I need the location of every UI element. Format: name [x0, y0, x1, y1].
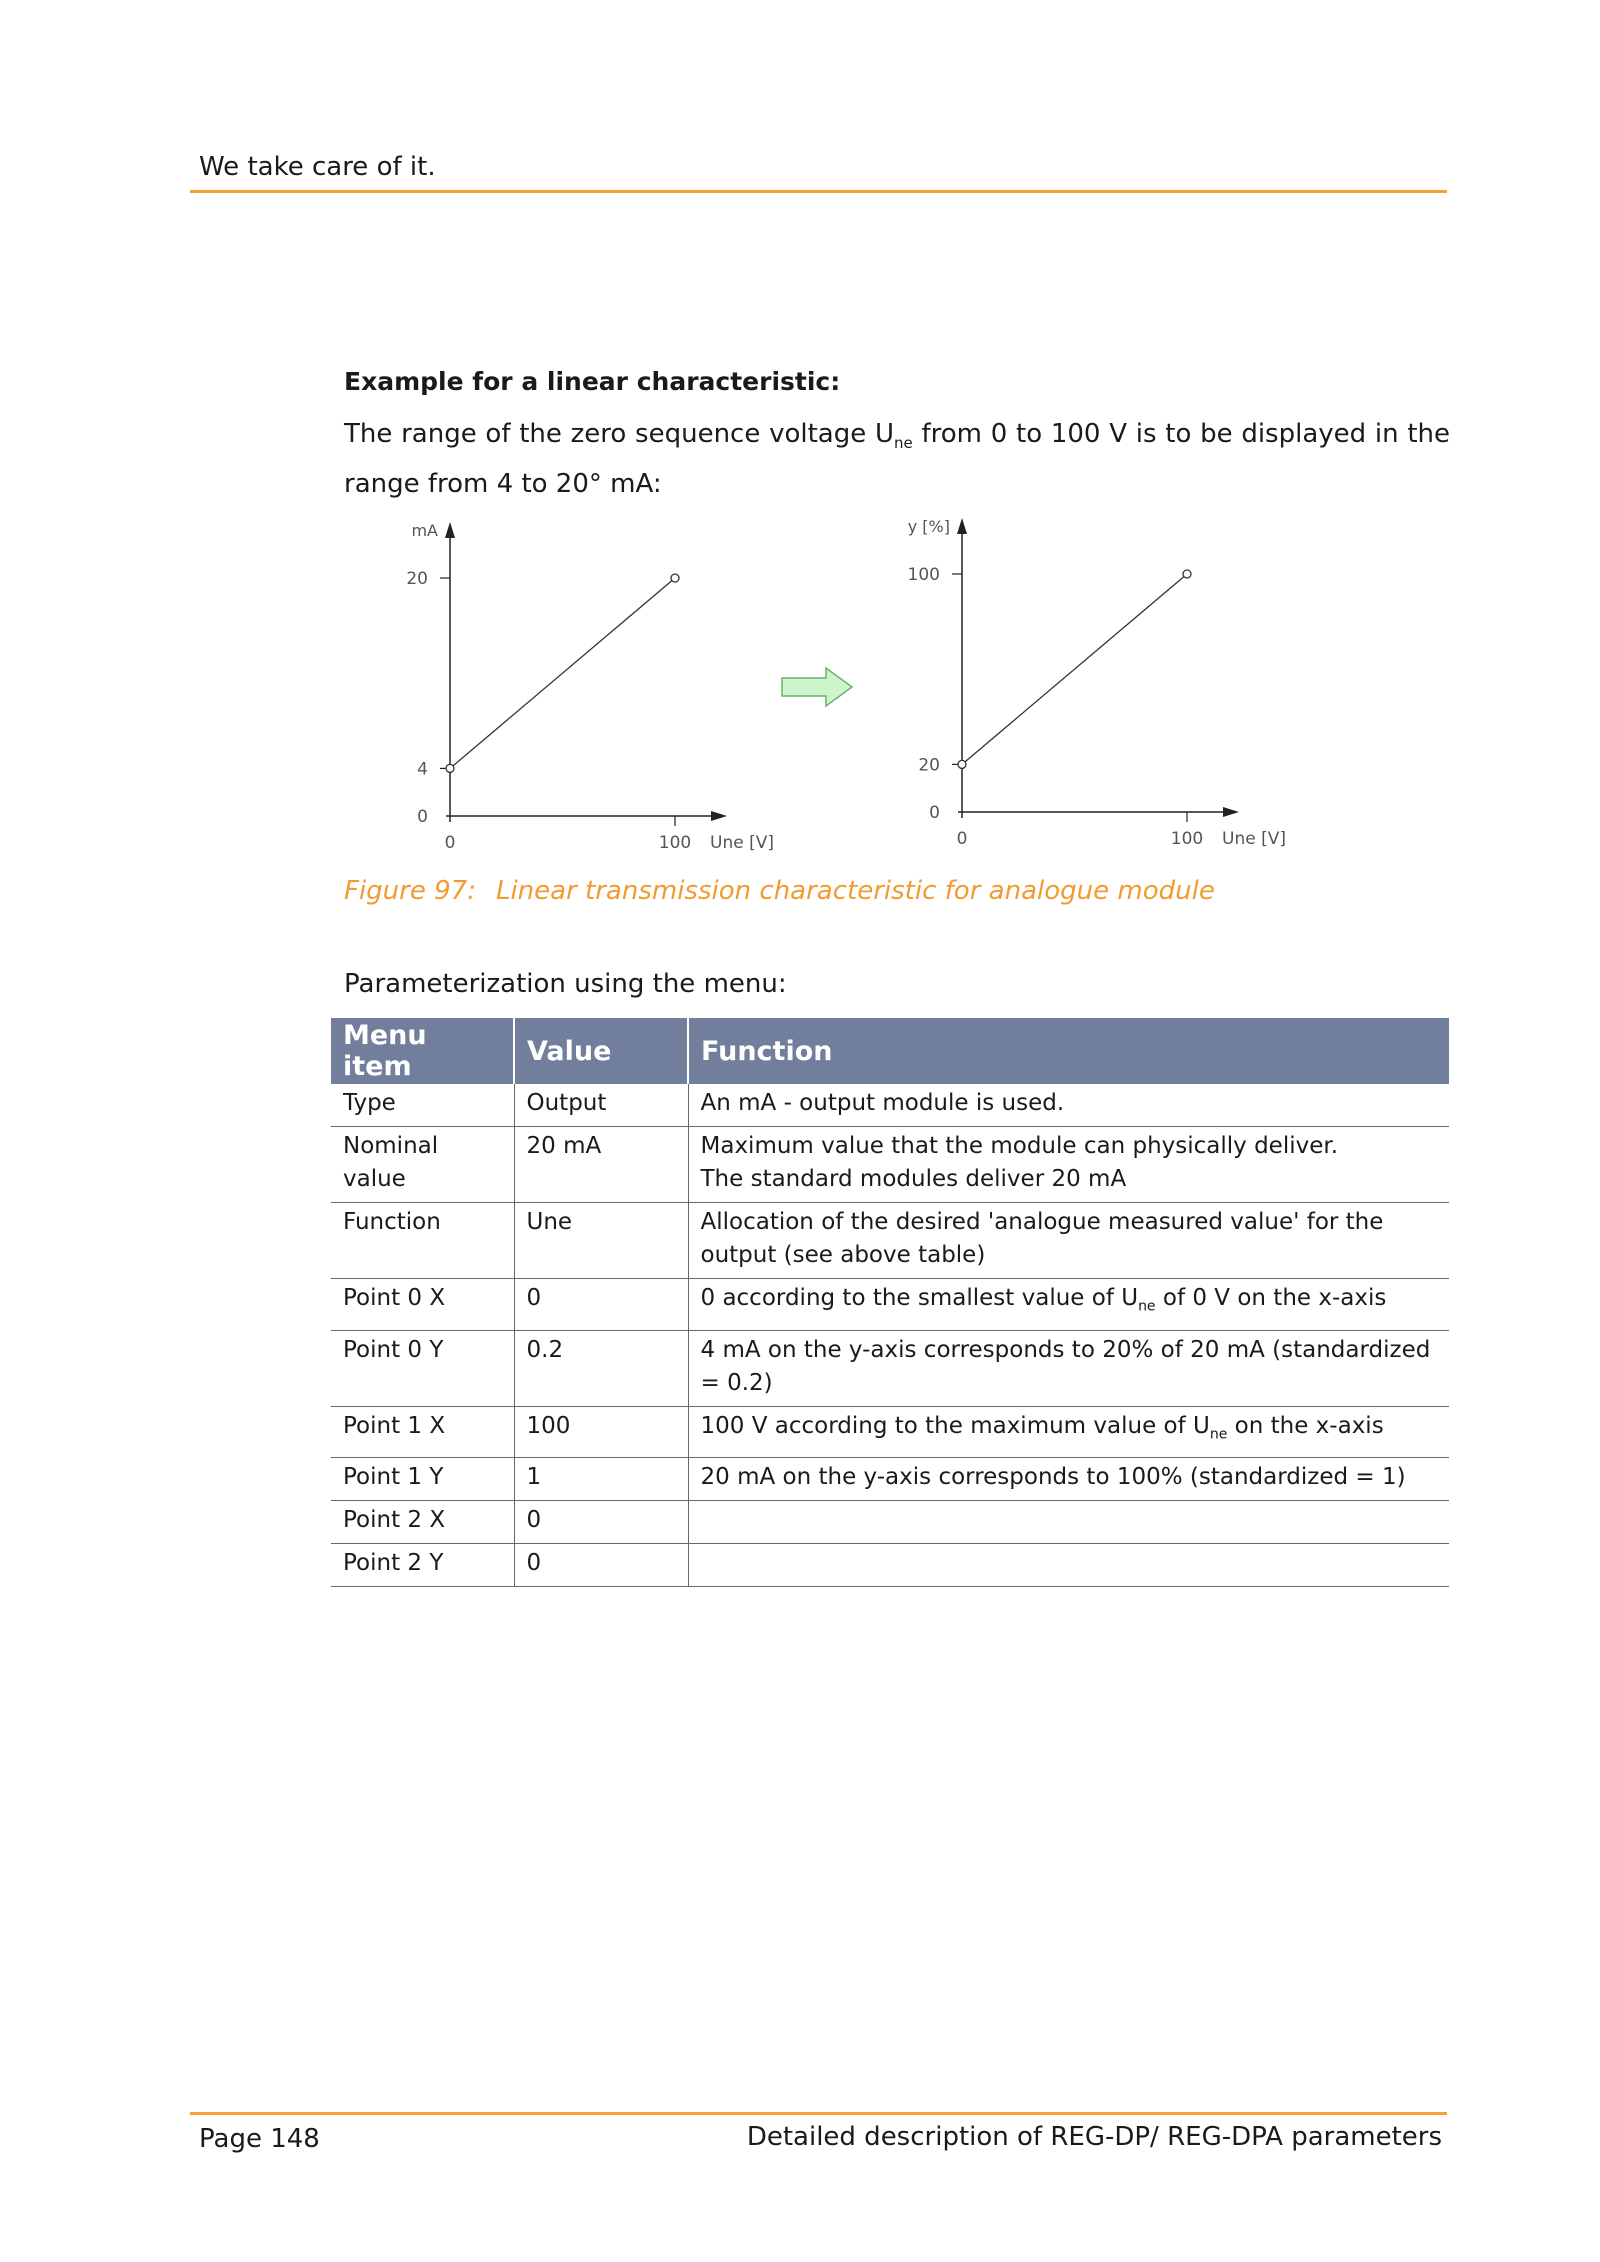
right-arrow-icon — [780, 666, 856, 708]
table-row — [331, 1544, 1449, 1587]
value-cell: 0.2 — [514, 1330, 688, 1406]
function-cell: Allocation of the desired 'analogue measured value' for the output (see above table) — [688, 1203, 1449, 1279]
section-title: Example for a linear characteristic: — [344, 367, 841, 396]
menu-item-cell: Point 1 Y — [331, 1458, 514, 1501]
header-rule — [190, 190, 1447, 193]
menu-item-cell: Type — [331, 1084, 514, 1127]
menu-item-cell: Point 0 Y — [331, 1330, 514, 1406]
x-axis-label: Une [V] — [710, 833, 774, 853]
table-row — [331, 1458, 1449, 1501]
menu-item-cell: Point 1 X — [331, 1406, 514, 1458]
characteristic-line — [450, 578, 675, 768]
y-axis-label: mA — [411, 521, 438, 540]
menu-item-cell: Point 2 Y — [331, 1544, 514, 1587]
function-cell: 20 mA on the y-axis corresponds to 100% (standardized = 1) — [688, 1458, 1449, 1501]
intro-text-start: The range of the zero sequence voltage U — [344, 419, 894, 449]
function-cell: An mA - output module is used. — [688, 1084, 1449, 1127]
x-tick-label: 0 — [444, 833, 456, 853]
function-line: The standard modules deliver 20 mA — [700, 1166, 1127, 1192]
data-point — [446, 764, 454, 772]
y-tick-label: 100 — [907, 565, 940, 585]
function-cell — [688, 1544, 1449, 1587]
data-point — [1183, 570, 1191, 578]
column-header-value: Value — [514, 1018, 688, 1084]
x-axis-label: Une [V] — [1222, 829, 1286, 849]
table-header-row — [331, 1018, 1449, 1084]
value-cell: 0 — [514, 1544, 688, 1587]
x-axis-arrowhead — [711, 811, 727, 821]
table-row — [331, 1127, 1449, 1203]
table-row — [331, 1330, 1449, 1406]
footer-rule — [190, 2112, 1447, 2115]
chart-ma-vs-une — [380, 518, 800, 863]
intro-paragraph — [344, 414, 1450, 505]
function-line: Maximum value that the module can physically deliver. — [700, 1133, 1339, 1159]
figure-caption — [344, 876, 1215, 906]
menu-item-cell: Point 2 X — [331, 1501, 514, 1544]
menu-item-cell: Point 0 X — [331, 1279, 514, 1331]
y-tick-label: 4 — [417, 759, 428, 780]
page-header-slogan: We take care of it. — [199, 152, 436, 182]
table-row — [331, 1501, 1449, 1544]
function-text: of 0 V on the x-axis — [1155, 1285, 1387, 1311]
column-header-menu-item: Menu item — [331, 1018, 514, 1084]
function-text: 100 V according to the maximum value of U — [700, 1412, 1210, 1439]
chart-percent-vs-une — [892, 514, 1312, 859]
table-row — [331, 1406, 1449, 1458]
function-subscript: ne — [1138, 1298, 1156, 1315]
function-cell: 4 mA on the y-axis corresponds to 20% of 20 mA (standardized = 0.2) — [688, 1330, 1449, 1406]
y-tick-label: 20 — [406, 569, 428, 589]
y-axis-arrowhead — [957, 518, 967, 534]
page-number: Page 148 — [199, 2124, 320, 2154]
value-cell: 0 — [514, 1279, 688, 1331]
table-row — [331, 1084, 1449, 1127]
function-cell — [688, 1279, 1449, 1331]
function-subscript: ne — [1209, 1426, 1228, 1443]
table-row — [331, 1279, 1449, 1331]
function-cell — [688, 1406, 1449, 1458]
value-cell: 20 mA — [514, 1127, 688, 1203]
value-cell: 0 — [514, 1501, 688, 1544]
column-header-function: Function — [688, 1018, 1449, 1084]
y-axis-arrowhead — [445, 522, 455, 538]
y-tick-label: 20 — [918, 755, 940, 776]
x-axis-arrowhead — [1223, 807, 1239, 817]
table-row — [331, 1203, 1449, 1279]
figure-number: Figure 97: — [344, 876, 476, 906]
value-cell: 100 — [514, 1406, 688, 1458]
footer-document-title: Detailed description of REG-DP/ REG-DPA parameters — [746, 2122, 1442, 2152]
x-tick-label: 100 — [658, 833, 692, 853]
menu-item-cell: Function — [331, 1203, 514, 1279]
function-cell — [688, 1501, 1449, 1544]
data-point — [671, 574, 679, 582]
parameter-table — [331, 1018, 1449, 1587]
menu-intro-text: Parameterization using the menu: — [344, 969, 787, 999]
y-axis-label: y [%] — [907, 517, 950, 536]
intro-subscript: ne — [894, 434, 913, 453]
x-tick-label: 100 — [1170, 829, 1204, 849]
function-text: 0 according to the smallest value of U — [700, 1285, 1139, 1311]
characteristic-line — [962, 574, 1187, 764]
value-cell: Une — [514, 1203, 688, 1279]
menu-item-cell: Nominal value — [331, 1127, 514, 1203]
value-cell: Output — [514, 1084, 688, 1127]
value-cell: 1 — [514, 1458, 688, 1501]
figure-caption-text: Linear transmission characteristic for analogue module — [495, 876, 1215, 906]
data-point — [958, 760, 966, 768]
function-text: on the x-axis — [1227, 1412, 1384, 1439]
y-tick-label: 0 — [929, 803, 940, 823]
intro-text-end: from 0 to 100 V is to be displayed in the range from 4 to 20° mA: — [344, 419, 1450, 500]
x-tick-label: 0 — [956, 829, 968, 849]
function-cell — [688, 1127, 1449, 1203]
y-tick-label: 0 — [417, 807, 428, 827]
